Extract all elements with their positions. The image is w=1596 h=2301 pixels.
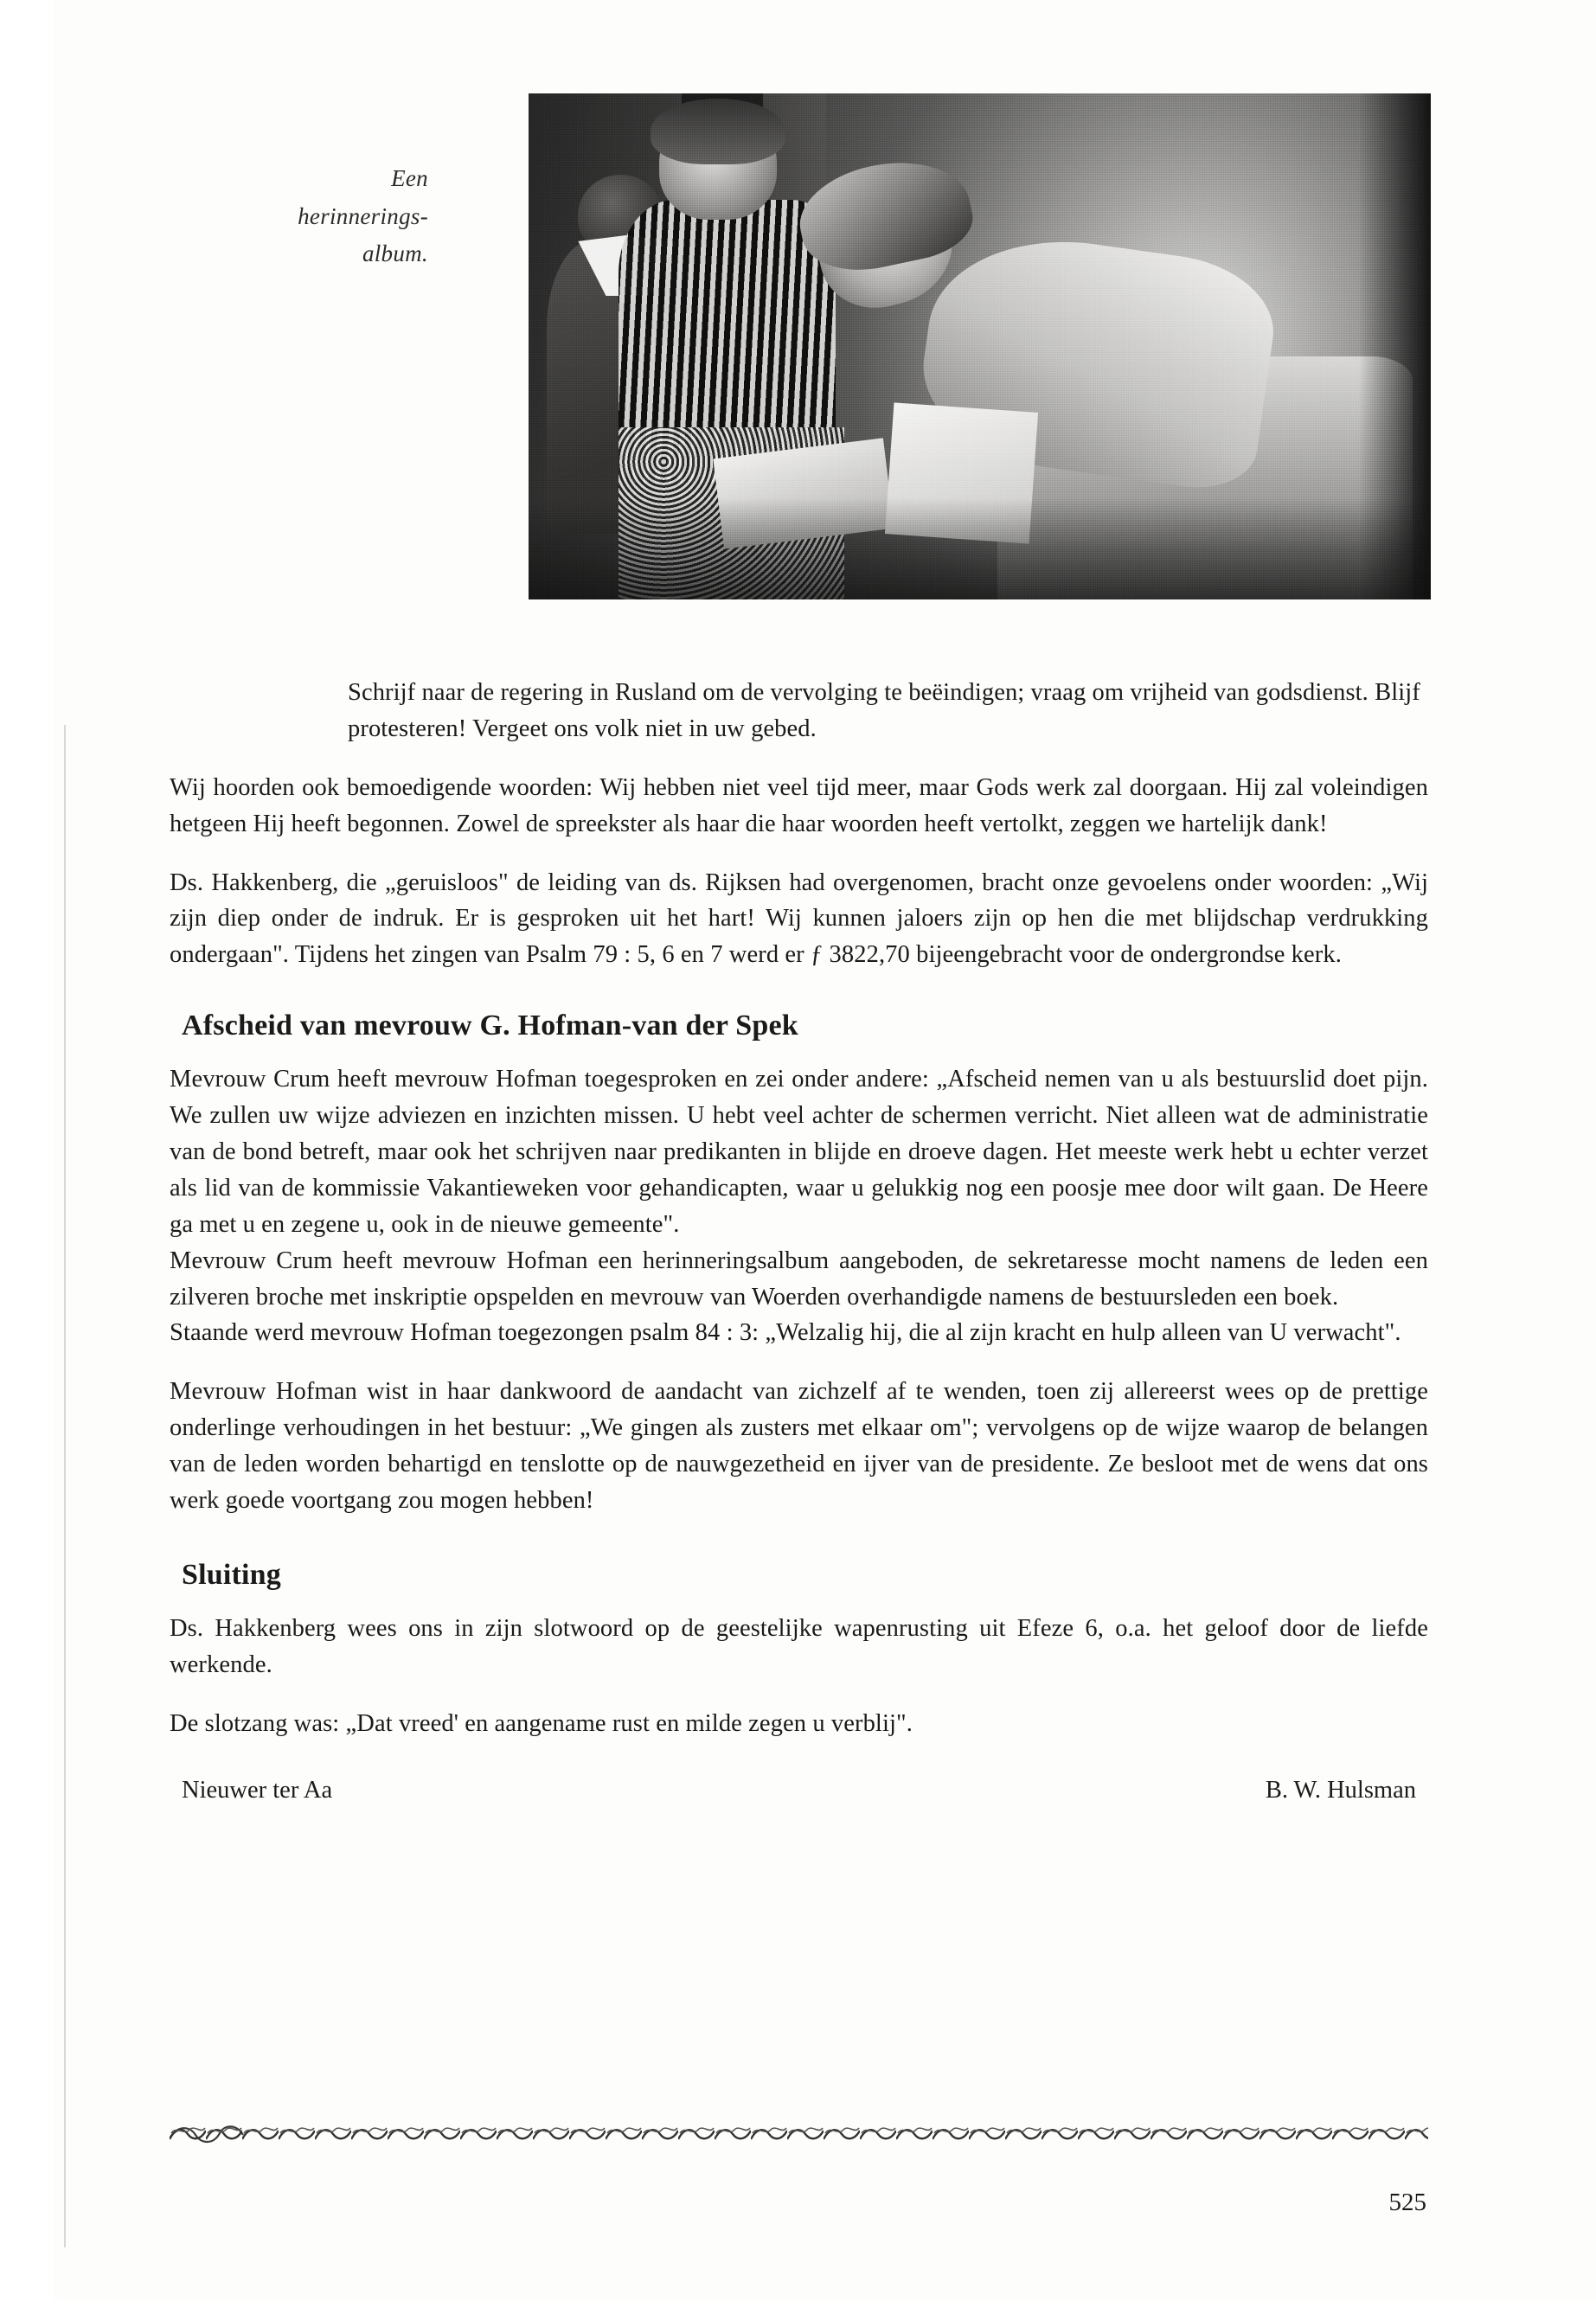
article-body [170,675,1428,1804]
margin-caption-line-1: Een [391,165,428,191]
signature [182,1777,1416,1804]
margin-caption-line-2: herinnerings- [298,202,428,229]
section-1-paragraph-2: Mevrouw Crum heeft mevrouw Hofman een herinneringsalbum aangeboden, de sekretaresse mocht namens de leden een zilveren broche met inskriptie opspelden en mevrouw van Woerden overhandigde namens de bestuursleden een boek. [170,1247,1428,1311]
page-number: 525 [1388,2189,1426,2216]
paragraph-1: Wij hoorden ook bemoedigende woorden: Wij hebben niet veel tijd meer, maar Gods werk zal doorgaan. Hij zal voleindigen hetgeen Hij heeft begonnen. Zowel de spreekster als haar die haar woorden heeft vertolkt, zeggen we hartelijk dank! [170,773,1428,837]
section-1-paragraph-4: Mevrouw Hofman wist in haar dankwoord de aandacht van zichzelf af te wenden, toen zij allereerst wees op de prettige onderlinge verhoudingen in het bestuur: „We gingen als zusters met elkaar om"; vervolgens op de wijze waarop de belangen van de leden worden behartigd en tenslotte op de nauwgezetheid en ijver van de presidente. Ze besloot met de wens dat ons werk goede voortgang zou mogen hebben! [170,1378,1428,1515]
section-heading-sluiting: Sluiting [182,1558,281,1591]
wave-divider [170,2124,1428,2146]
signature-place: Nieuwer ter Aa [182,1776,333,1804]
scan-left-edge [0,0,54,2301]
photograph-three-women-with-album [529,93,1431,599]
quote-paragraph: Schrijf naar de regering in Rusland om de vervolging te beëindigen; vraag om vrijheid van godsdienst. Blijf protesteren! Vergeet ons volk niet in uw gebed. [348,679,1420,742]
margin-caption-line-3: album. [362,240,428,267]
signature-author: B. W. Hulsman [1265,1776,1416,1804]
photograph-image [529,93,1431,599]
margin-caption [186,160,428,273]
paragraph-2: Ds. Hakkenberg, die „geruisloos" de leiding van ds. Rijksen had overgenomen, bracht onze gevoelens onder woorden: „Wij zijn diep onder de indruk. Er is gesproken uit het hart! Wij kunnen jaloers zijn op hen die met blijdschap verdrukking ondergaan". Tijdens het zingen van Psalm 79 : 5, 6 en 7 werd er ƒ 3822,70 bijeengebracht voor de ondergrondse kerk. [170,868,1428,969]
scan-margin-rule [64,725,66,2247]
wave-divider-icon [170,2124,1428,2146]
section-heading-afscheid: Afscheid van mevrouw G. Hofman-van der Spek [182,1009,798,1042]
section-2-paragraph-1: Ds. Hakkenberg wees ons in zijn slotwoord op de geestelijke wapenrusting uit Efeze 6, o.a. het geloof door de liefde werkende. [170,1614,1428,1678]
section-1-paragraph-1: Mevrouw Crum heeft mevrouw Hofman toegesproken en zei onder andere: „Afscheid nemen van u als bestuurslid doet pijn. We zullen uw wijze adviezen en inzichten missen. U hebt veel achter de schermen verricht. Niet alleen wat de administratie van de bond betreft, maar ook het schrijven naar predikanten in blijde en droeve dagen. Het meeste werk hebt u echter verzet als lid van de kommissie Vakantieweken voor gehandicapten, waar u gelukkig nog een poosje mee door wilt gaan. De Heere ga met u en zegene u, ook in de nieuwe gemeente". [170,1066,1428,1238]
section-1-paragraph-3: Staande werd mevrouw Hofman toegezongen psalm 84 : 3: „Welzalig hij, die al zijn kracht en hulp alleen van U verwacht". [170,1319,1401,1347]
section-2-paragraph-2: De slotzang was: „Dat vreed' en aangename rust en milde zegen u verblij". [170,1709,913,1737]
photo-film-grain [529,93,1431,599]
